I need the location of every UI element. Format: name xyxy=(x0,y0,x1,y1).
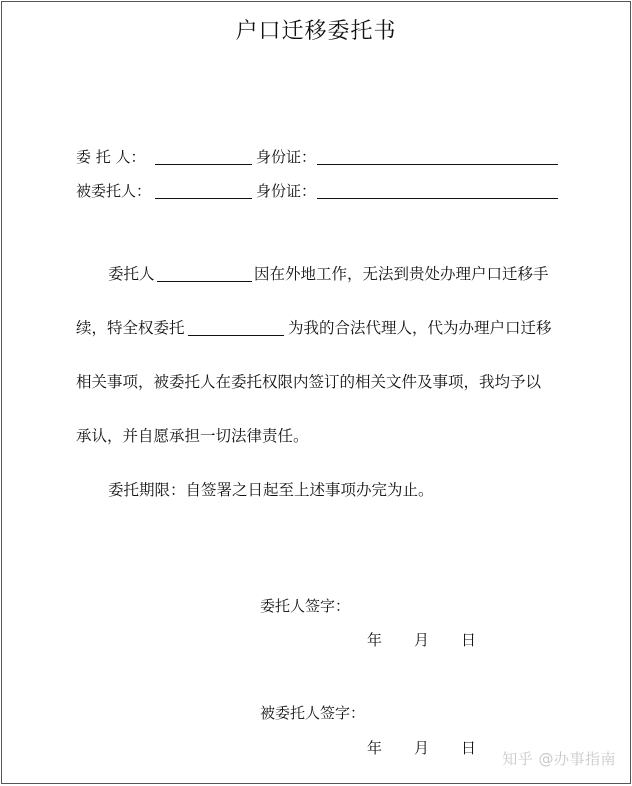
para1-line2-b: 为我的合法代理人，代为办理户口迁移 xyxy=(288,319,552,337)
agent-id-blank xyxy=(317,198,558,199)
agent-date-year: 年 xyxy=(367,739,383,757)
agent-sign-label: 被委托人签字： xyxy=(260,704,366,722)
principal-label: 委 托 人： xyxy=(76,148,146,166)
principal-name-blank xyxy=(155,164,252,165)
principal-date-day: 日 xyxy=(461,631,477,649)
principal-sign-label: 委托人签字： xyxy=(260,597,351,615)
document-page xyxy=(1,1,631,784)
principal-id-blank xyxy=(317,164,558,165)
agent-date-day: 日 xyxy=(461,739,477,757)
agent-id-label: 身份证： xyxy=(256,182,317,200)
para1-line4: 承认，并自愿承担一切法律责任。 xyxy=(76,427,309,445)
agent-date-month: 月 xyxy=(414,739,430,757)
term-text: 委托期限：自签署之日起至上述事项办完为止。 xyxy=(108,481,434,499)
para1-line2-a: 续，特全权委托 xyxy=(76,319,185,337)
agent-label: 被委托人： xyxy=(76,182,152,200)
principal-id-label: 身份证： xyxy=(256,148,317,166)
para1-line1-b: 因在外地工作，无法到贵处办理户口迁移手 xyxy=(254,265,549,283)
document-title: 户口迁移委托书 xyxy=(235,19,397,44)
para1-agent-blank xyxy=(188,335,284,336)
para1-line1-a: 委托人 xyxy=(108,265,155,283)
para1-line3: 相关事项，被委托人在委托权限内签订的相关文件及事项，我均予以 xyxy=(76,373,542,391)
principal-date-year: 年 xyxy=(367,631,383,649)
para1-principal-blank xyxy=(157,281,252,282)
watermark: 知乎 @办事指南 xyxy=(502,750,616,768)
agent-name-blank xyxy=(155,198,252,199)
principal-date-month: 月 xyxy=(414,631,430,649)
